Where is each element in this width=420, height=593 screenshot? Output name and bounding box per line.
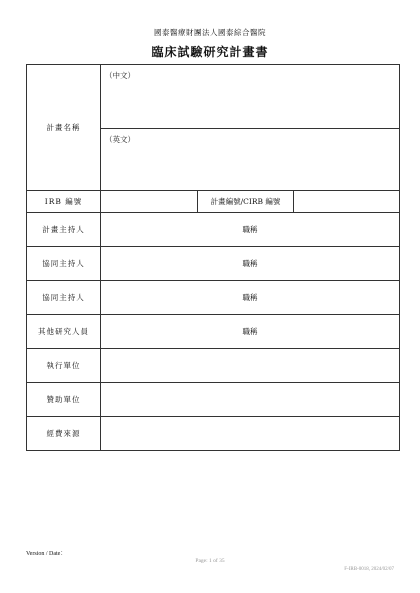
unit-label: 贊助單位	[27, 383, 101, 417]
plan-name-row	[27, 65, 400, 191]
person-label: 協同主持人	[27, 247, 101, 281]
document-title: 臨床試驗研究計畫書	[151, 45, 269, 59]
person-field[interactable]	[101, 315, 400, 349]
person-row	[27, 213, 400, 247]
chinese-label: （中文）	[105, 71, 135, 80]
person-row	[27, 281, 400, 315]
unit-label: 經費來源	[27, 417, 101, 451]
unit-row	[27, 349, 400, 383]
unit-field[interactable]	[101, 383, 400, 417]
person-field[interactable]	[101, 281, 400, 315]
unit-field[interactable]	[101, 349, 400, 383]
person-row	[27, 315, 400, 349]
unit-row	[27, 417, 400, 451]
person-field[interactable]	[101, 247, 400, 281]
person-label: 計畫主持人	[27, 213, 101, 247]
plan-name-cell	[101, 65, 400, 191]
person-label: 協同主持人	[27, 281, 101, 315]
rank-label: 職稱	[242, 293, 258, 302]
rank-label: 職稱	[242, 225, 258, 234]
unit-field[interactable]	[101, 417, 400, 451]
irb-number-field[interactable]	[101, 191, 198, 213]
person-field[interactable]	[101, 213, 400, 247]
unit-row	[27, 383, 400, 417]
form-number: F-IRB-0018, 2024/02/07	[344, 567, 394, 572]
rank-label: 職稱	[242, 327, 258, 336]
chinese-name-field[interactable]	[101, 65, 399, 129]
plan-number-field[interactable]	[294, 191, 400, 213]
unit-label: 執行單位	[27, 349, 101, 383]
plan-number-label: 計畫編號/CIRB 編號	[198, 191, 294, 213]
irb-row	[27, 191, 400, 213]
hospital-name: 國泰醫療財團法人國泰綜合醫院	[154, 28, 266, 37]
person-row	[27, 247, 400, 281]
rank-label: 職稱	[242, 259, 258, 268]
version-date: Version / Date：	[26, 551, 67, 557]
plan-name-label: 計畫名稱	[27, 65, 101, 191]
protocol-form-table	[26, 64, 400, 451]
irb-label: IRB 編號	[27, 191, 101, 213]
english-label: （英文）	[105, 135, 135, 144]
english-name-field[interactable]	[101, 129, 399, 190]
person-label: 其他研究人員	[27, 315, 101, 349]
page-number: Page: 1 of 35	[195, 558, 225, 564]
